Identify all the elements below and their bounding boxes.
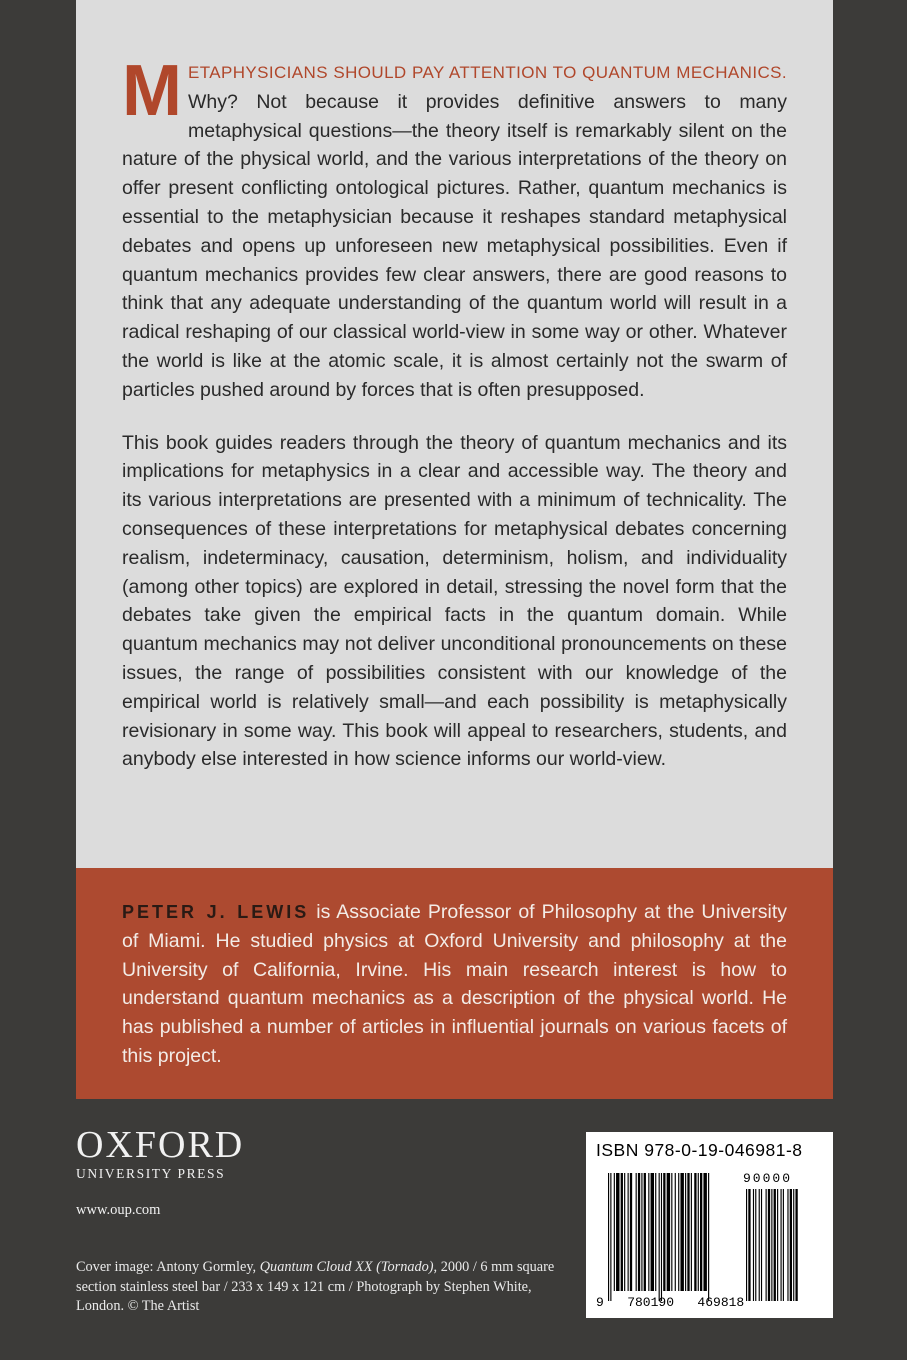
barcode-addon-bar [774, 1189, 776, 1301]
drop-cap: M [122, 51, 182, 131]
barcode-addon-bar [795, 1189, 797, 1301]
barcode-addon-bar [768, 1189, 770, 1301]
barcode-bar [680, 1173, 683, 1291]
barcode-bar [644, 1173, 646, 1291]
barcode-bar [661, 1173, 662, 1301]
cover-credit-suffix: , 2000 / 6 mm square section stainless steel bar / 233 x 149 x 121 cm / Photograph by Stephen White, London. © The Artist [76, 1259, 555, 1314]
barcode-bar [616, 1173, 619, 1291]
barcode-area [596, 1171, 823, 1316]
publisher-logo-text: OXFORD [76, 1124, 245, 1166]
barcode-bar [700, 1173, 702, 1291]
barcode-bar [614, 1173, 615, 1291]
barcode-addon-bar [777, 1189, 778, 1301]
blurb-paragraph-1 [122, 51, 787, 405]
publisher-subtitle: UNIVERSITY PRESS [76, 1166, 226, 1181]
cover-credit [76, 1258, 576, 1317]
barcode-addon-bar [748, 1189, 750, 1301]
blurb-panel [76, 0, 833, 868]
barcode-bar [667, 1173, 670, 1291]
author-panel [76, 868, 833, 1099]
barcode-addon-bar [755, 1189, 756, 1301]
barcode-bar [698, 1173, 699, 1291]
lead-caps: ETAPHYSICIANS SHOULD PAY ATTENTION TO QUANTUM MECHANICS. [187, 63, 787, 82]
author-name: PETER J. LEWIS [122, 902, 310, 922]
barcode-bar [636, 1173, 637, 1291]
barcode-addon-bar [793, 1189, 794, 1301]
blurb-paragraph-2: This book guides readers through the theory of quantum mechanics and its implications for metaphysics in a clear and accessible way. The theory and its various interpretations are presented with a minimum of technicality. The consequences of these interpretations for metaphysical debates concerning realism, indeterminacy, causation, determinism, holism, and individuality (among other topics) are explored in detail, stressing the novel form that the debates take given the empirical facts in the quantum domain. While quantum mechanics may not deliver unconditional pronouncements on these issues, the range of possibilities consistent with our knowledge of the empirical world is relatively small—and each possibility is metaphysically revisionary in some way. This book will appeal to researchers, students, and anybody else interested in how science informs our world-view. [122, 431, 787, 771]
cover-credit-prefix: Cover image: Antony Gormley, [76, 1259, 260, 1275]
barcode-digits: 9 780190 469818 [596, 1295, 745, 1310]
barcode-bar [691, 1173, 692, 1291]
barcode-bar [663, 1173, 665, 1291]
barcode-bar [703, 1173, 706, 1291]
publisher-url[interactable]: www.oup.com [76, 1202, 161, 1218]
barcode-addon-bar [759, 1189, 760, 1301]
barcode-bar [685, 1173, 686, 1291]
barcode-box [586, 1132, 833, 1318]
barcode-bar [671, 1173, 672, 1291]
barcode-bar [708, 1173, 709, 1301]
barcode-addon-bar [790, 1189, 792, 1301]
barcode-addon-bar [766, 1189, 767, 1301]
barcode-bar [659, 1173, 660, 1301]
barcode-bar [624, 1173, 625, 1291]
barcode-bar [694, 1173, 696, 1291]
publisher-logo [76, 1126, 244, 1182]
barcode-addon-digits: 90000 [743, 1171, 793, 1186]
barcode-bar [628, 1173, 629, 1291]
barcode-bar [630, 1173, 632, 1291]
barcode-addon-bar [781, 1189, 782, 1301]
barcode-bar [638, 1173, 640, 1291]
cover-credit-work-title: Quantum Cloud XX (Tornado) [259, 1259, 434, 1275]
barcode-bar [675, 1173, 676, 1291]
barcode-bar [655, 1173, 656, 1291]
barcode-bar [641, 1173, 642, 1291]
barcode-addon-bar [753, 1189, 754, 1301]
barcode-bar [648, 1173, 649, 1291]
barcode-bar [651, 1173, 654, 1291]
barcode-addon-bar [746, 1189, 747, 1301]
isbn-text: ISBN 978-0-19-046981-8 [596, 1140, 803, 1160]
paragraph-1-text: Why? Not because it provides definitive answers to many metaphysical questions—the theory itself is remarkably silent on the nature of the physical world, and the various interpretations of the theory on offer present conflicting ontological pictures. Rather, quantum mechanics is essential to the metaphysician because it reshapes standard metaphysical debates and opens up unforeseen new metaphysical possibilities. Even if quantum mechanics provides few clear answers, there are good reasons to think that any adequate understanding of the quantum world will result in a radical reshaping of our classical world-view in some way or other. Whatever the world is like at the atomic scale, it is almost certainly not the swarm of particles pushed around by forces that is often presupposed. [122, 90, 787, 401]
author-bio: is Associate Professor of Philosophy at the University of Miami. He studied physics at Oxford University and philosophy at the University of California, Irvine. His main research interest is how to understand quantum mechanics as a description of the physical world. He has published a number of articles in influential journals on various facets of this project. [122, 901, 788, 1067]
author-bio-paragraph [122, 898, 787, 1071]
barcode-bar [621, 1173, 623, 1291]
barcode-addon-bar [761, 1189, 762, 1301]
barcode-addon-bar [787, 1189, 788, 1301]
barcode-bar [687, 1173, 689, 1291]
barcode-bar [678, 1173, 679, 1291]
barcode-addon-bar [771, 1189, 772, 1301]
barcode-bar [610, 1173, 611, 1301]
barcode-addon-bar [783, 1189, 784, 1301]
barcode-bar [608, 1173, 609, 1301]
